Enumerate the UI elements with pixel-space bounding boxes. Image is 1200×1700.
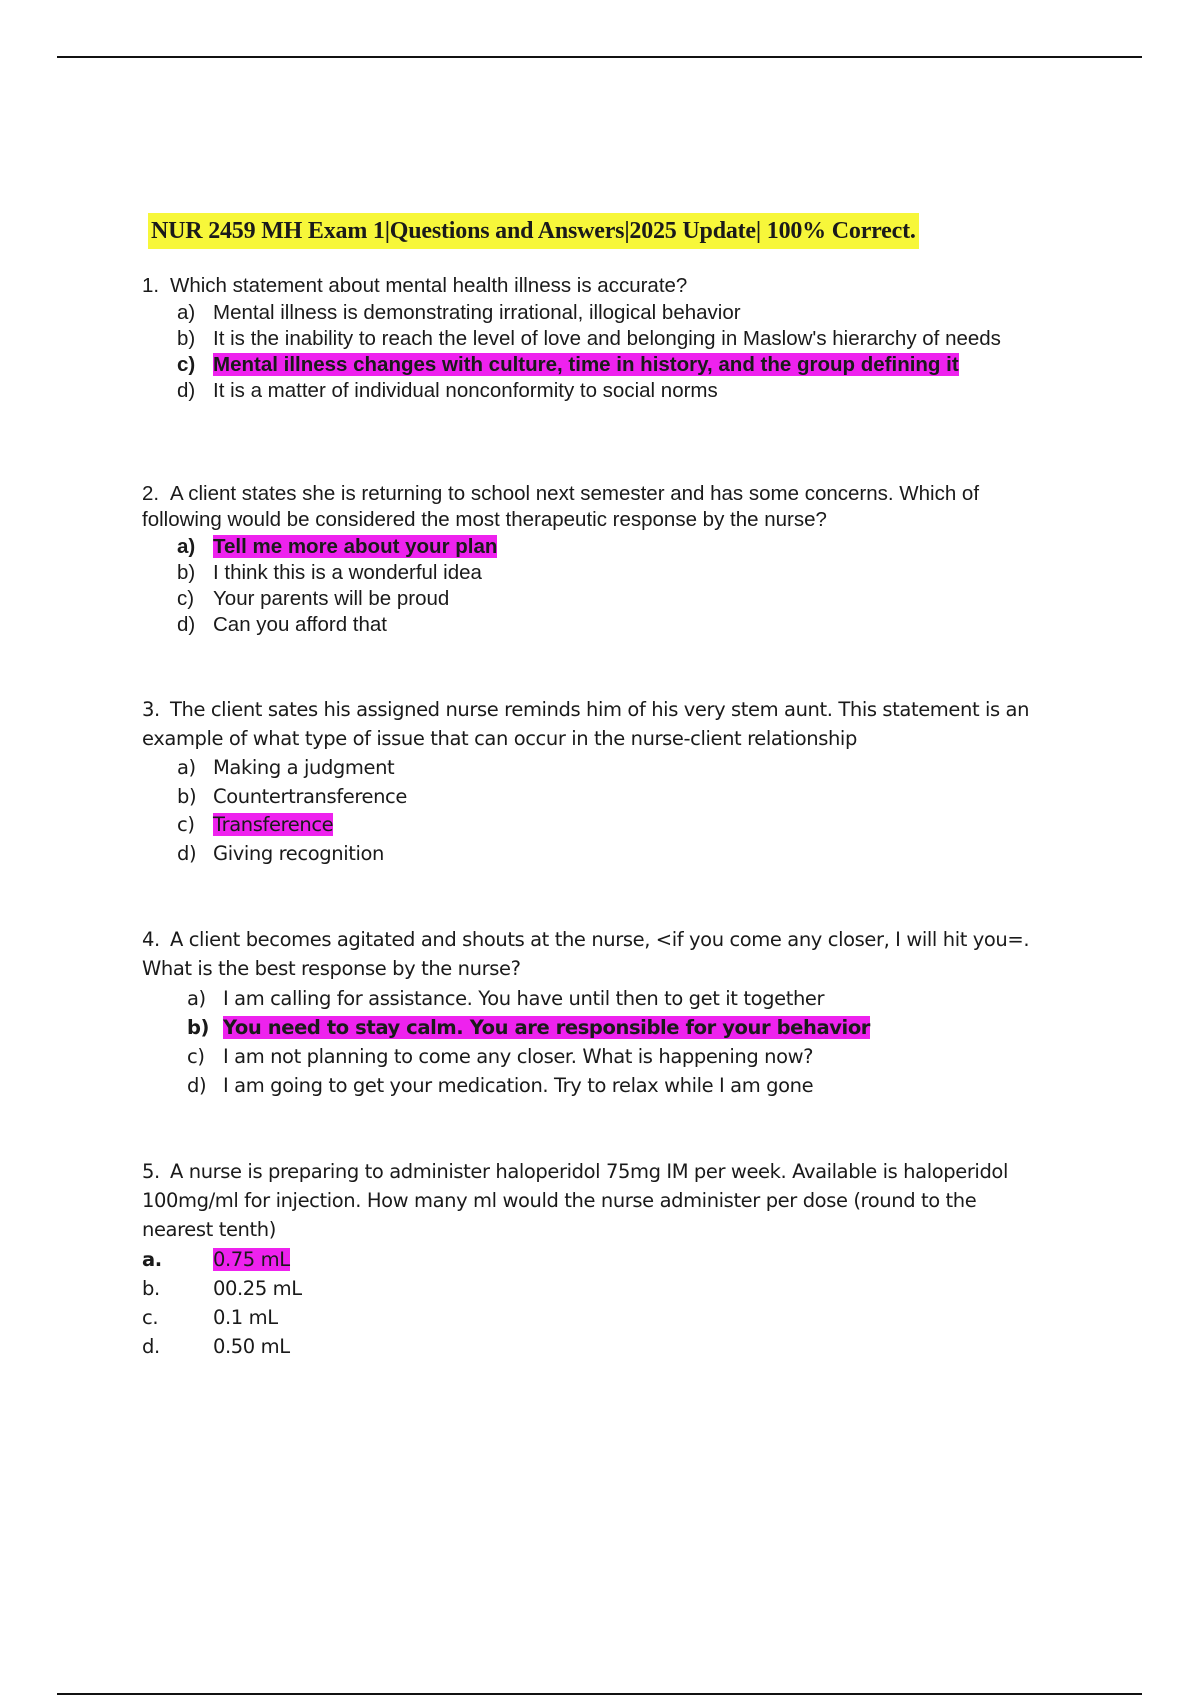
option-text: I am not planning to come any closer. What is happening now? [223, 1045, 814, 1068]
answer-options [177, 754, 1042, 868]
option-letter: a. [142, 1248, 162, 1271]
bottom-rule [57, 1693, 1142, 1695]
option-letter: c) [177, 587, 195, 610]
option-letter: b) [187, 1016, 210, 1039]
option-letter: a) [177, 535, 196, 558]
correct-answer-option [187, 1013, 1042, 1042]
answer-option [177, 754, 1042, 783]
top-rule [57, 56, 1142, 58]
option-text: 00.25 mL [213, 1277, 302, 1300]
answer-option [177, 378, 1042, 404]
option-text: It is a matter of individual nonconformity to social norms [213, 379, 718, 402]
answer-option [177, 300, 1042, 326]
option-letter: d) [177, 379, 196, 402]
option-text: Mental illness is demonstrating irrational, illogical behavior [213, 301, 741, 324]
option-text: 0.1 mL [213, 1306, 278, 1329]
answer-option [187, 1071, 1042, 1100]
highlighted-answer: You need to stay calm. You are responsible for your behavior [223, 1016, 871, 1039]
answer-options [177, 300, 1042, 404]
answer-option [177, 612, 1042, 638]
option-letter: c) [177, 813, 195, 836]
option-text: It is the inability to reach the level of love and belonging in Maslow's hierarchy of needs [213, 327, 1001, 350]
question-3 [142, 695, 1042, 868]
question-1 [142, 273, 1042, 404]
question-number: 2. [142, 482, 160, 505]
answer-option [177, 560, 1042, 586]
answer-options [187, 984, 1042, 1100]
option-letter: c) [177, 353, 196, 376]
question-number: 5. [142, 1160, 160, 1183]
option-text: Giving recognition [213, 841, 384, 865]
answer-option [177, 586, 1042, 612]
question-text: A nurse is preparing to administer haloperidol 75mg IM per week. Available is haloperidol 100mg/ml for injection. How many ml would the nurse administer per dose (round to the nearest tenth) [142, 1160, 1008, 1241]
option-letter: d) [177, 613, 196, 636]
option-letter: c) [187, 1045, 205, 1068]
question-number: 4. [142, 928, 160, 951]
page-title: NUR 2459 MH Exam 1|Questions and Answers|2025 Update| 100% Correct. [148, 213, 919, 249]
answer-option [142, 1332, 1042, 1361]
answer-option [142, 1303, 1042, 1332]
question-number: 1. [142, 274, 160, 297]
question-5 [142, 1157, 1042, 1361]
highlighted-answer: Mental illness changes with culture, time in history, and the group defining it [213, 353, 959, 376]
question-stem [142, 481, 1042, 533]
option-text: I am going to get your medication. Try to relax while I am gone [223, 1074, 814, 1097]
question-stem [142, 1157, 1042, 1244]
option-letter: b. [142, 1277, 160, 1300]
question-text: The client sates his assigned nurse reminds him of his very stem aunt. This statement is an example of what type of issue that can occur in the nurse-client relationship [142, 698, 1030, 750]
question-number: 3. [142, 698, 160, 721]
question-stem [142, 695, 1042, 753]
correct-answer-option [177, 534, 1042, 560]
option-letter: b) [177, 327, 196, 350]
option-text: I think this is a wonderful idea [213, 561, 482, 584]
answer-option [177, 840, 1042, 869]
option-text: 0.50 mL [213, 1335, 290, 1358]
option-letter: a) [177, 301, 196, 324]
option-letter: d. [142, 1335, 160, 1358]
highlighted-answer: Transference [213, 813, 334, 836]
option-text: Countertransference [213, 784, 407, 808]
answer-option [142, 1274, 1042, 1303]
option-text: Making a judgment [213, 756, 395, 779]
option-letter: b) [177, 561, 196, 584]
highlighted-answer: 0.75 mL [213, 1248, 290, 1271]
option-text: I am calling for assistance. You have until then to get it together [223, 987, 825, 1010]
question-text: Which statement about mental health illness is accurate? [170, 274, 688, 297]
question-stem [142, 273, 1042, 299]
answer-option [187, 984, 1042, 1013]
answer-option [177, 326, 1042, 352]
option-text: Your parents will be proud [213, 587, 450, 610]
highlighted-answer: Tell me more about your plan [213, 535, 498, 558]
option-letter: a) [177, 756, 196, 779]
option-letter: d) [177, 841, 197, 865]
answer-options [177, 534, 1042, 638]
question-4 [142, 925, 1042, 1100]
option-letter: d) [187, 1074, 207, 1097]
option-letter: a) [187, 987, 206, 1010]
question-2 [142, 481, 1042, 638]
question-text: A client states she is returning to school next semester and has some concerns. Which of following would be considered the most therapeutic response by the nurse? [142, 482, 980, 531]
question-text: A client becomes agitated and shouts at the nurse, <if you come any closer, I will hit you=. What is the best response by the nurse? [142, 928, 1030, 980]
question-stem [142, 925, 1042, 983]
option-text: Can you afford that [213, 613, 387, 636]
option-letter: b) [177, 784, 197, 808]
answer-option [187, 1042, 1042, 1071]
correct-answer-option [142, 1245, 1042, 1274]
answer-options [142, 1245, 1042, 1361]
option-letter: c. [142, 1306, 159, 1329]
correct-answer-option [177, 811, 1042, 840]
answer-option [177, 783, 1042, 812]
correct-answer-option [177, 352, 1042, 378]
